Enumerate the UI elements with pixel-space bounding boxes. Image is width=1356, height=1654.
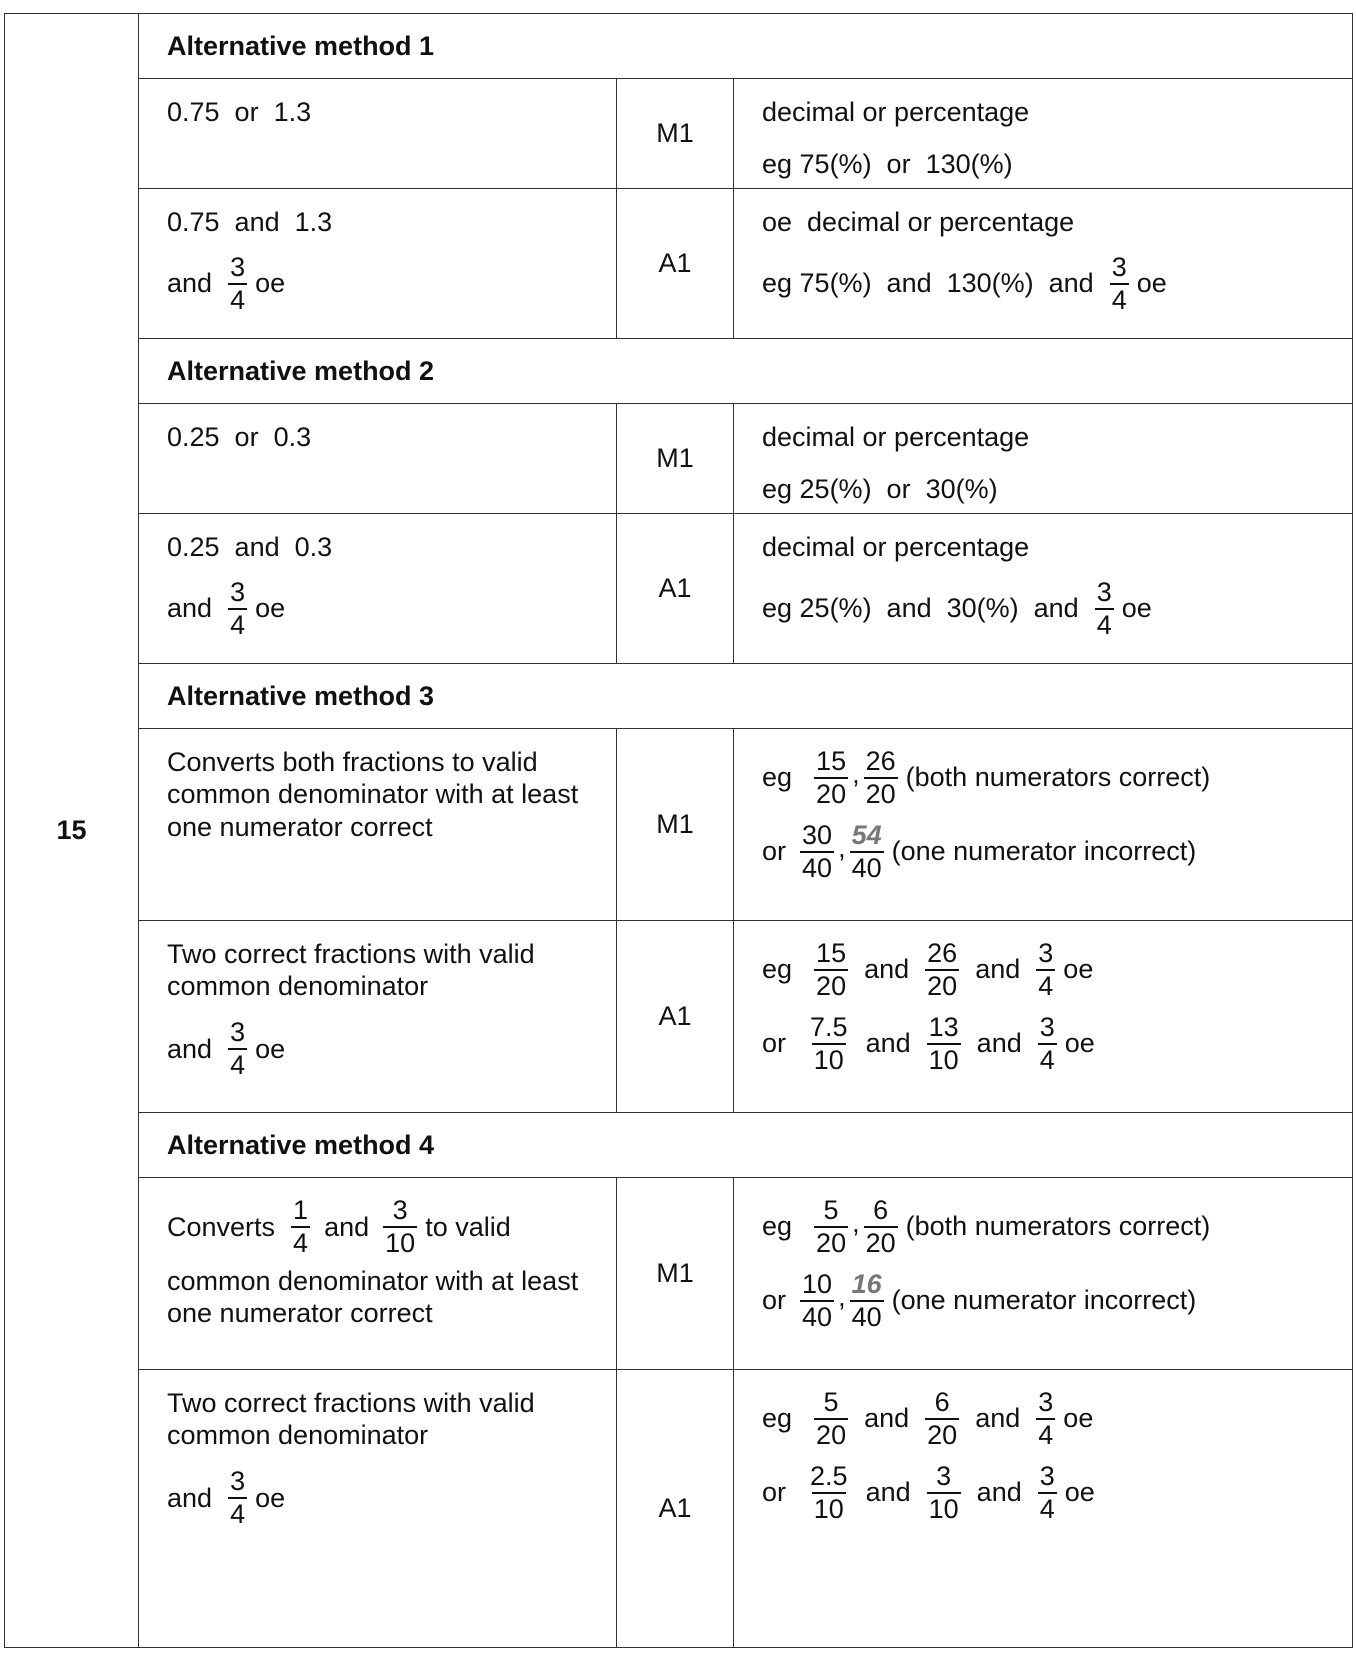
fraction	[864, 746, 898, 810]
or-label: or	[762, 1477, 787, 1508]
method-title: Alternative method 3	[139, 664, 1353, 729]
denominator: 4	[230, 1498, 246, 1529]
fraction	[800, 820, 834, 884]
answer-line: common denominator	[167, 971, 429, 1002]
numerator-incorrect: 16	[851, 1269, 882, 1300]
oe-label: oe	[1064, 1477, 1095, 1508]
numerator: 26	[865, 746, 896, 776]
comment-example: eg 75(%) and 130(%) and	[762, 267, 1094, 298]
numerator: 6	[873, 1195, 889, 1225]
numerator: 3	[230, 1016, 246, 1047]
numerator: 3	[230, 1465, 246, 1496]
note-text: (both numerators correct)	[905, 1211, 1211, 1242]
comment-text: decimal or percentage	[762, 97, 1030, 127]
answer-text: 0.25 or 0.3	[167, 422, 312, 452]
comma-separator: ,	[838, 1282, 846, 1313]
oe-label: oe	[1136, 267, 1167, 298]
denominator: 20	[927, 971, 958, 1002]
fraction	[1038, 1012, 1057, 1076]
numerator: 3	[230, 251, 246, 282]
answer-cell	[139, 921, 617, 1113]
method-title: Alternative method 2	[139, 339, 1353, 404]
denominator: 4	[293, 1228, 309, 1259]
fraction	[1036, 938, 1055, 1002]
fraction	[850, 820, 884, 884]
answer-cell	[139, 404, 617, 514]
answer-cell	[139, 1370, 617, 1648]
comment-cell	[734, 514, 1353, 664]
mark-label: A1	[617, 1370, 734, 1648]
or-label: or	[762, 836, 787, 867]
answer-cell	[139, 729, 617, 921]
fraction	[925, 1387, 959, 1451]
denominator: 4	[230, 1049, 246, 1080]
answer-cell	[139, 189, 617, 339]
denominator: 4	[230, 284, 246, 315]
and-label: and	[167, 1482, 213, 1513]
denominator: 10	[928, 1045, 959, 1076]
and-label: and	[864, 1403, 910, 1434]
numerator: 7.5	[810, 1012, 848, 1043]
numerator: 3	[392, 1195, 408, 1225]
mark-label: M1	[617, 79, 734, 189]
mark-label: A1	[617, 514, 734, 664]
numerator: 26	[927, 938, 958, 968]
or-label: or	[762, 1028, 787, 1059]
fraction	[814, 938, 848, 1002]
answer-text: 0.75 and 1.3	[167, 207, 333, 237]
mark-label: A1	[617, 921, 734, 1113]
and-label: and	[975, 1403, 1021, 1434]
fraction	[814, 746, 848, 810]
answer-line: Converts both fractions to valid	[167, 747, 538, 777]
fraction	[864, 1195, 898, 1259]
and-label: and	[167, 267, 213, 298]
and-label: and	[167, 592, 213, 623]
answer-line: common denominator with at least	[167, 1266, 579, 1297]
fraction	[1038, 1461, 1057, 1525]
fraction	[927, 1012, 961, 1076]
answer-cell	[139, 514, 617, 664]
and-label: and	[976, 1028, 1022, 1059]
eg-label: eg	[762, 1403, 793, 1434]
denominator: 10	[928, 1494, 959, 1525]
oe-label: oe	[1064, 1028, 1095, 1059]
numerator-incorrect: 54	[851, 820, 882, 851]
oe-label: oe	[255, 267, 286, 298]
fraction	[1036, 1387, 1055, 1451]
fraction	[925, 938, 959, 1002]
comment-cell	[734, 729, 1353, 921]
mark-label: M1	[617, 729, 734, 921]
answer-line: Two correct fractions with valid	[167, 1388, 535, 1418]
note-text: (one numerator incorrect)	[891, 836, 1197, 867]
fraction	[808, 1461, 850, 1525]
denominator: 4	[1038, 971, 1054, 1002]
comment-example: eg 25(%) and 30(%) and	[762, 592, 1079, 623]
oe-label: oe	[255, 592, 286, 623]
fraction	[927, 1461, 961, 1525]
fraction	[800, 1269, 834, 1333]
answer-text: Converts	[167, 1211, 276, 1242]
answer-line: one numerator correct	[167, 1298, 433, 1329]
numerator: 3	[1038, 938, 1054, 968]
fraction	[814, 1195, 848, 1259]
oe-label: oe	[1121, 592, 1152, 623]
denominator: 40	[851, 1302, 882, 1333]
denominator: 10	[813, 1494, 844, 1525]
denominator: 20	[816, 1420, 847, 1451]
mark-label: M1	[617, 404, 734, 514]
answer-line: common denominator	[167, 1420, 429, 1451]
fraction	[228, 252, 247, 316]
fraction	[228, 1466, 247, 1530]
numerator: 3	[1111, 251, 1127, 282]
answer-cell	[139, 79, 617, 189]
comment-cell	[734, 189, 1353, 339]
numerator: 5	[823, 1195, 839, 1225]
denominator: 20	[816, 779, 847, 810]
oe-label: oe	[255, 1033, 286, 1064]
denominator: 20	[816, 971, 847, 1002]
denominator: 10	[385, 1228, 416, 1259]
denominator: 20	[865, 779, 896, 810]
oe-label: oe	[1063, 1403, 1094, 1434]
fraction	[228, 577, 247, 641]
denominator: 4	[1096, 609, 1112, 640]
comment-cell	[734, 404, 1353, 514]
method-title: Alternative method 4	[139, 1113, 1353, 1178]
answer-line: one numerator correct	[167, 811, 433, 842]
comment-text: decimal or percentage	[762, 422, 1030, 452]
fraction	[1095, 577, 1114, 641]
comment-cell	[734, 79, 1353, 189]
numerator: 15	[816, 938, 847, 968]
fraction	[228, 1017, 247, 1081]
comment-text: decimal or percentage	[762, 532, 1030, 562]
denominator: 4	[1039, 1494, 1055, 1525]
oe-label: oe	[255, 1482, 286, 1513]
comment-example: eg 75(%) or 130(%)	[762, 148, 1013, 179]
fraction	[291, 1195, 310, 1259]
denominator: 20	[816, 1228, 847, 1259]
answer-line: common denominator with at least	[167, 779, 579, 810]
mark-label: A1	[617, 189, 734, 339]
method-title: Alternative method 1	[139, 14, 1353, 79]
fraction	[850, 1269, 884, 1333]
comment-cell	[734, 1178, 1353, 1370]
numerator: 1	[293, 1195, 309, 1225]
and-label: and	[975, 954, 1021, 985]
oe-label: oe	[1063, 954, 1094, 985]
eg-label: eg	[762, 1211, 793, 1242]
fraction	[1110, 252, 1129, 316]
and-label: and	[976, 1477, 1022, 1508]
comma-separator: ,	[838, 833, 846, 864]
numerator: 3	[1039, 1012, 1055, 1043]
comment-cell	[734, 1370, 1353, 1648]
denominator: 20	[865, 1228, 896, 1259]
mark-scheme-table	[4, 13, 1353, 1648]
question-number: 15	[5, 14, 139, 1648]
answer-text: to valid	[425, 1211, 511, 1242]
denominator: 40	[802, 1302, 833, 1333]
numerator: 3	[1039, 1461, 1055, 1492]
numerator: 15	[816, 746, 847, 776]
answer-line: Two correct fractions with valid	[167, 939, 535, 969]
answer-text: 0.25 and 0.3	[167, 532, 333, 562]
numerator: 13	[928, 1012, 959, 1043]
and-label: and	[865, 1028, 911, 1059]
comment-text: oe decimal or percentage	[762, 207, 1075, 237]
fraction	[814, 1387, 848, 1451]
and-label: and	[167, 1033, 213, 1064]
numerator: 6	[934, 1387, 950, 1417]
answer-cell	[139, 1178, 617, 1370]
numerator: 10	[802, 1269, 833, 1300]
numerator: 5	[823, 1387, 839, 1417]
denominator: 4	[1111, 284, 1127, 315]
denominator: 40	[802, 853, 833, 884]
numerator: 3	[1038, 1387, 1054, 1417]
or-label: or	[762, 1285, 787, 1316]
mark-label: M1	[617, 1178, 734, 1370]
denominator: 4	[1038, 1420, 1054, 1451]
comment-cell	[734, 921, 1353, 1113]
denominator: 40	[851, 853, 882, 884]
eg-label: eg	[762, 954, 793, 985]
comma-separator: ,	[852, 1208, 860, 1239]
denominator: 4	[1039, 1045, 1055, 1076]
denominator: 4	[230, 609, 246, 640]
and-label: and	[865, 1477, 911, 1508]
eg-label: eg	[762, 762, 793, 793]
note-text: (both numerators correct)	[905, 762, 1211, 793]
denominator: 20	[927, 1420, 958, 1451]
numerator: 3	[936, 1461, 952, 1492]
and-label: and	[324, 1211, 370, 1242]
comment-example: eg 25(%) or 30(%)	[762, 473, 998, 504]
and-label: and	[864, 954, 910, 985]
fraction	[808, 1012, 850, 1076]
denominator: 10	[813, 1045, 844, 1076]
answer-text: 0.75 or 1.3	[167, 97, 312, 127]
numerator: 3	[1096, 576, 1112, 607]
numerator: 30	[802, 820, 833, 851]
numerator: 3	[230, 576, 246, 607]
comma-separator: ,	[852, 759, 860, 790]
fraction	[383, 1195, 417, 1259]
numerator: 2.5	[810, 1461, 848, 1492]
note-text: (one numerator incorrect)	[891, 1285, 1197, 1316]
